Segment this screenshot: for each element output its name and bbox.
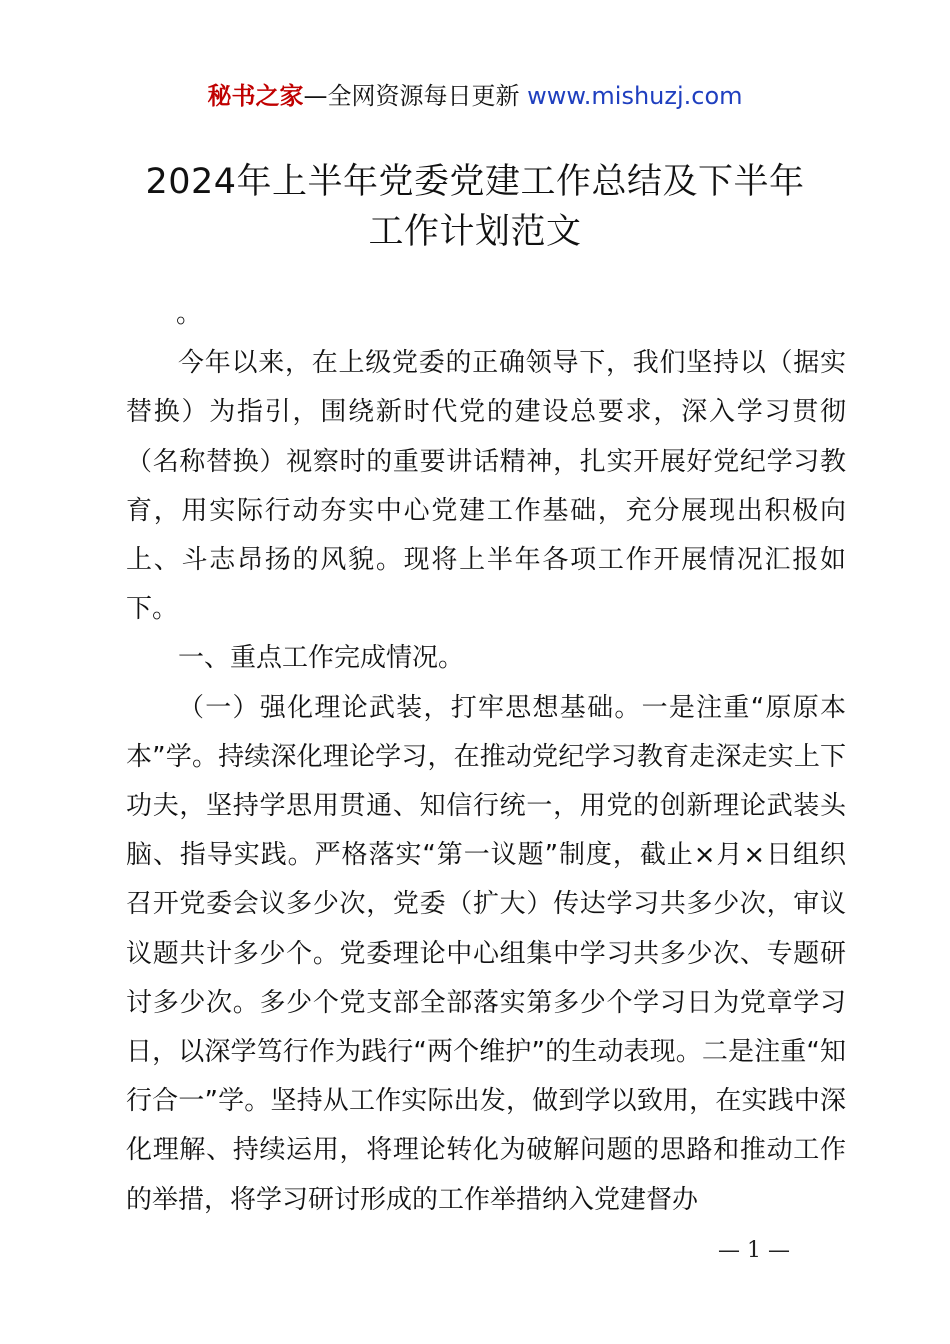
document-title: [100, 157, 850, 257]
section-heading: 一、重点工作完成情况。: [178, 643, 465, 674]
body-paragraph: （一）强化理论武装，打牢思想基础。一是注重“原原本本”学。持续深化理论学习，在推动党纪学习教育走深走实上下功夫，坚持学思用贯通、知信行统一，用党的创新理论武装头脑、指导实践。严格落实“第一议题”制度，截止×月×日组织召开党委会议多少次，党委（扩大）传达学习共多少次，审议议题共计多少个。党委理论中心组集中学习共多少次、专题研讨多少次。多少个党支部全部落实第多少个学习日为党章学习日，以深学笃行作为践行“两个维护”的生动表现。二是注重“知行合一”学。坚持从工作实际出发，做到学以致用，在实践中深化理解、持续运用，将理论转化为破解问题的思路和推动工作的举措，将学习研讨形成的工作举措纳入党建督办: [126, 692, 846, 1215]
body-paragraph: 今年以来，在上级党委的正确领导下，我们坚持以（据实替换）为指引，围绕新时代党的建设总要求，深入学习贯彻（名称替换）视察时的重要讲话精神，扎实开展好党纪学习教育，用实际行动夯实中心党建工作基础，充分展现出积极向上、斗志昂扬的风貌。现将上半年各项工作开展情况汇报如下。: [126, 348, 846, 625]
site-header: [0, 80, 950, 112]
page-number: — 1 —: [718, 1238, 790, 1263]
body-paragraph: 。: [176, 299, 203, 329]
site-tagline: —全网资源每日更新: [303, 82, 520, 110]
site-brand: 秘书之家: [207, 82, 304, 110]
site-url-link[interactable]: www.mishuzj.com: [527, 82, 743, 110]
document-body: [126, 290, 846, 1225]
document-title-line-2: 工作计划范文: [368, 212, 582, 252]
document-title-line-1: 2024年上半年党委党建工作总结及下半年: [145, 162, 805, 202]
